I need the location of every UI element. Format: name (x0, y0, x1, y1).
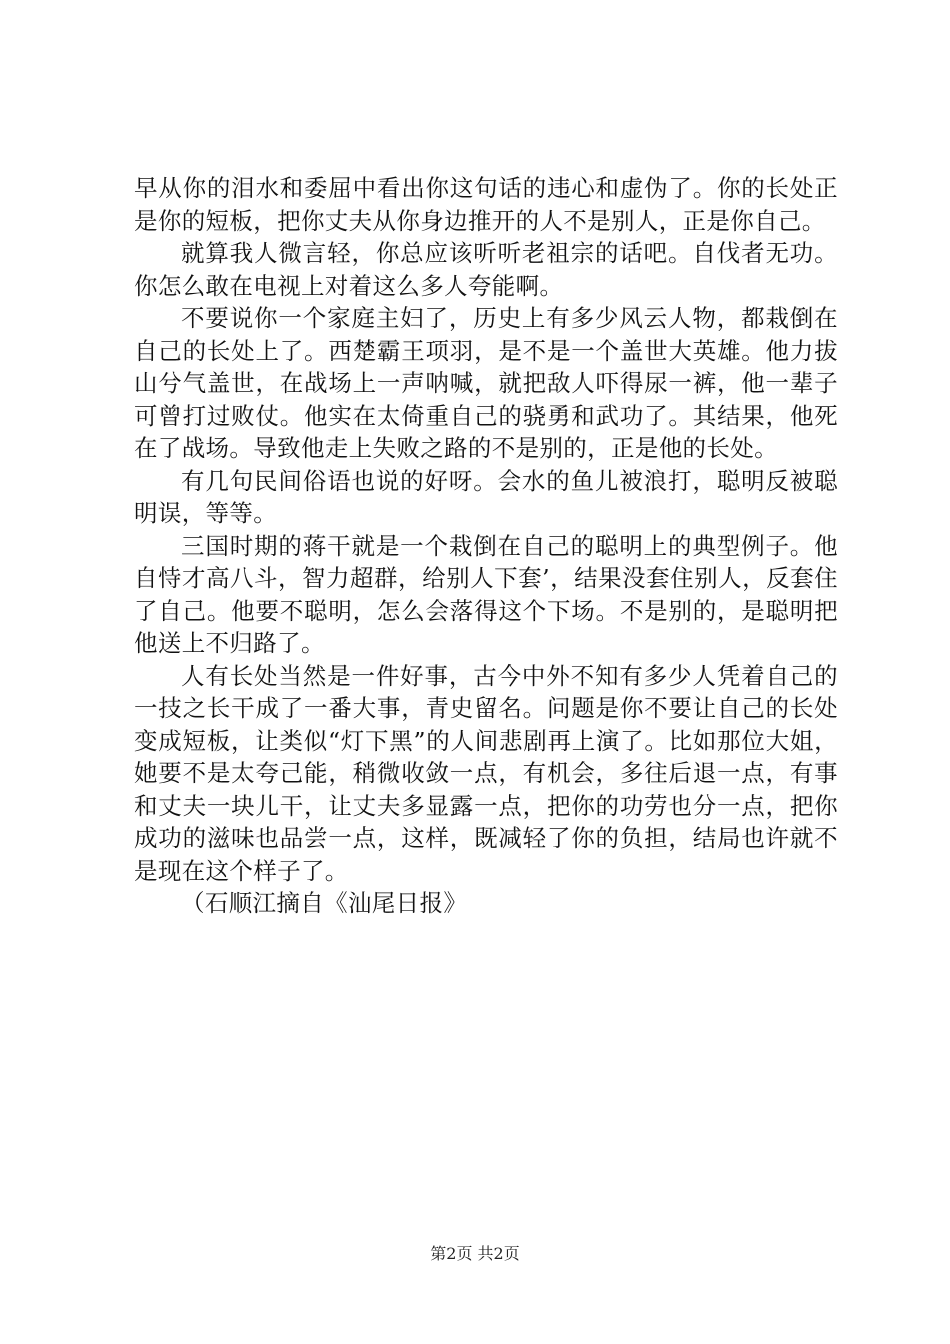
paragraph: 有几句民间俗语也说的好呀。会水的鱼儿被浪打，聪明反被聪明误，等等。 (134, 466, 838, 527)
paragraph: 人有长处当然是一件好事，古今中外不知有多少人凭着自己的一技之长干成了一番大事，青史留名。问题是你不要让自己的长处变成短板，让类似“灯下黑”的人间悲剧再上演了。比如那位大姐，她要不是太夸己能，稍微收敛一点，有机会，多往后退一点，有事和丈夫一块儿干，让丈夫多显露一点，把你的功劳也分一点，把你成功的滋味也品尝一点，这样，既减轻了你的负担，结局也许就不是现在这个样子了。 (134, 661, 838, 885)
paragraph: 不要说你一个家庭主妇了，历史上有多少风云人物，都栽倒在自己的长处上了。西楚霸王项羽，是不是一个盖世大英雄。他力拔山兮气盖世，在战场上一声呐喊，就把敌人吓得尿一裤，他一辈子可曾打过败仗。他实在太倚重自己的骁勇和武功了。其结果，他死在了战场。导致他走上失败之路的不是别的，正是他的长处。 (134, 304, 838, 462)
paragraph: 三国时期的蒋干就是一个栽倒在自己的聪明上的典型例子。他自恃才高八斗，智力超群，给别人下套’，结果没套住别人，反套住了自己。他要不聪明，怎么会落得这个下场。不是别的，是聪明把他送上不归路了。 (134, 531, 838, 657)
source-attribution: （石顺江摘自《汕尾日报》 (181, 889, 468, 917)
page-number-footer: 第2页 共2页 (430, 1244, 520, 1263)
paragraph-continuation: 早从你的泪水和委屈中看出你这句话的违心和虚伪了。你的长处正是你的短板，把你丈夫从你身边推开的人不是别人，正是你自己。 (134, 174, 838, 235)
article-body (134, 172, 838, 920)
paragraph: 就算我人微言轻，你总应该听听老祖宗的话吧。自伐者无功。你怎么敢在电视上对着这么多人夸能啊。 (134, 239, 838, 300)
